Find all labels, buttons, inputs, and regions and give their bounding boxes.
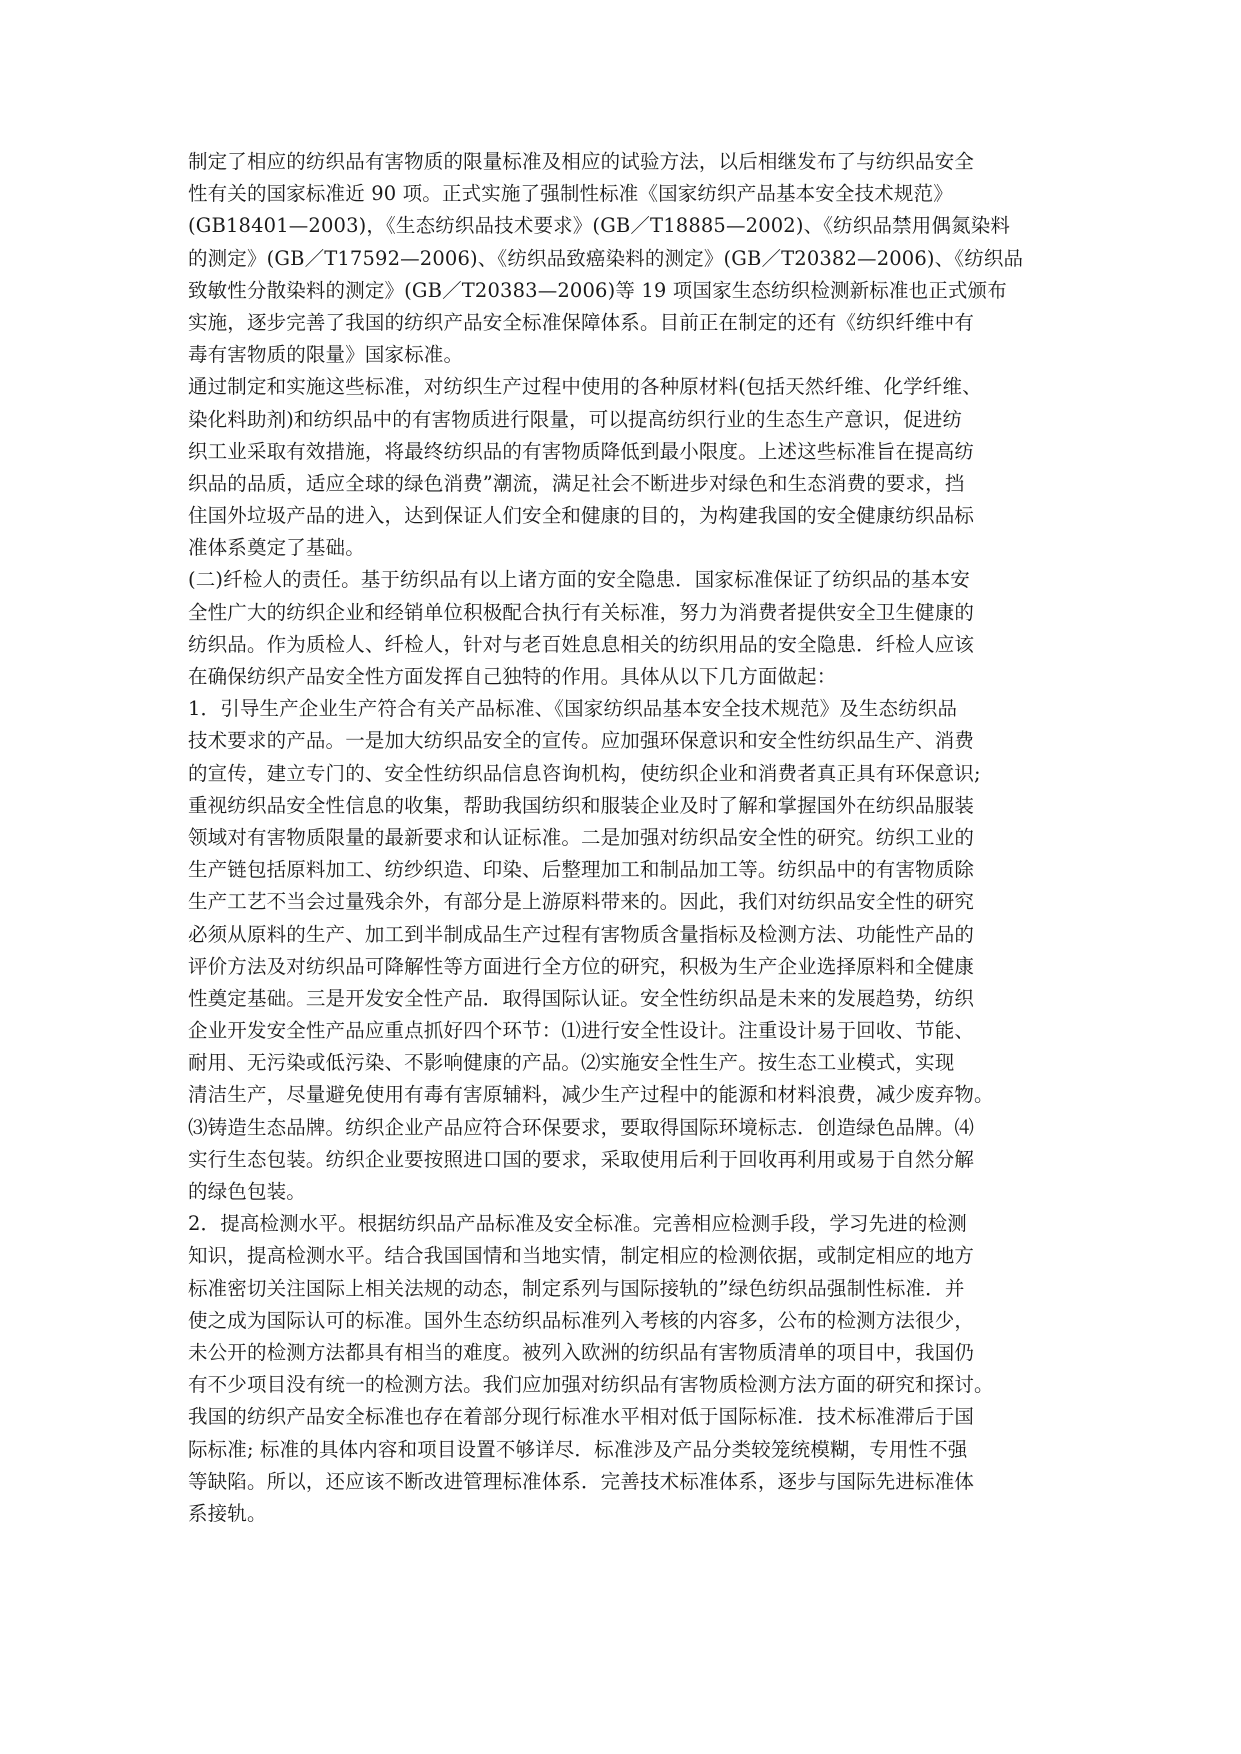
text-line: (二)纤检人的责任。基于纺织品有以上诸方面的安全隐患．国家标准保证了纺织品的基本安	[188, 568, 970, 592]
text-line: 重视纺织品安全性信息的收集，帮助我国纺织和服装企业及时了解和掌握国外在纺织品服装	[188, 793, 975, 817]
text-line: 清洁生产，尽量避免使用有毒有害原辅料，减少生产过程中的能源和材料浪费，减少废弃物。	[188, 1083, 994, 1107]
text-line: 评价方法及对纺织品可降解性等方面进行全方位的研究，积极为生产企业选择原料和全健康	[188, 954, 975, 978]
text-line: 全性广大的纺织企业和经销单位积极配合执行有关标准，努力为消费者提供安全卫生健康的	[188, 600, 975, 624]
text-line: 系接轨。	[188, 1501, 267, 1525]
text-line: 标准密切关注国际上相关法规的动态，制定系列与国际接轨的”绿色纺织品强制性标准．并	[188, 1276, 965, 1300]
text-line: 2．提高检测水平。根据纺织品产品标准及安全标准。完善相应检测手段，学习先进的检测	[188, 1212, 967, 1236]
text-line: 等缺陷。所以，还应该不断改进管理标准体系．完善技术标准体系，逐步与国际先进标准体	[188, 1469, 975, 1493]
text-line: 我国的纺织产品安全标准也存在着部分现行标准水平相对低于国际标准．技术标准滞后于国	[188, 1405, 975, 1429]
text-line: 致敏性分散染料的测定》(GB／T20383—2006)等 19 项国家生态纺织检测新标准也正式颁布	[188, 278, 1007, 302]
text-line: 生产链包括原料加工、纺纱织造、印染、后整理加工和制品加工等。纺织品中的有害物质除	[188, 858, 975, 882]
text-line: 性有关的国家标准近 90 项。正式实施了强制性标准《国家纺织产品基本安全技术规范》	[188, 182, 953, 206]
text-line: 企业开发安全性产品应重点抓好四个环节：⑴进行安全性设计。注重设计易于回收、节能、	[188, 1019, 975, 1043]
text-line: 织品的品质，适应全球的绿色消费”潮流，满足社会不断进步对绿色和生态消费的要求，挡	[188, 471, 965, 495]
document-body	[188, 146, 1068, 1530]
text-line: 实施，逐步完善了我国的纺织产品安全标准保障体系。目前正在制定的还有《纺织纤维中有	[188, 310, 975, 334]
text-line: 未公开的检测方法都具有相当的难度。被列入欧洲的纺织品有害物质清单的项目中，我国仍	[188, 1340, 975, 1364]
text-line: 的宣传，建立专门的、安全性纺织品信息咨询机构，使纺织企业和消费者真正具有环保意识;	[188, 761, 981, 785]
text-line: 纺织品。作为质检人、纤检人，针对与老百姓息息相关的纺织用品的安全隐患．纤检人应该	[188, 632, 975, 656]
text-line: 住国外垃圾产品的进入，达到保证人们安全和健康的目的，为构建我国的安全健康纺织品标	[188, 504, 975, 528]
text-line: 实行生态包装。纺织企业要按照进口国的要求，采取使用后利于回收再利用或易于自然分解	[188, 1147, 975, 1171]
text-line: 知识，提高检测水平。结合我国国情和当地实情，制定相应的检测依据，或制定相应的地方	[188, 1244, 975, 1268]
text-line: 使之成为国际认可的标准。国外生态纺织品标准列入考核的内容多，公布的检测方法很少，	[188, 1308, 975, 1332]
text-line: 的测定》(GB／T17592—2006)、《纺织品致癌染料的测定》(GB／T20382—2006)、《纺织品	[188, 246, 1024, 270]
text-line: 染化料助剂)和纺织品中的有害物质进行限量，可以提高纺织行业的生态生产意识，促进纺	[188, 407, 963, 431]
text-line: 际标准; 标准的具体内容和项目设置不够详尽．标准涉及产品分类较笼统模糊，专用性不强	[188, 1437, 968, 1461]
text-line: 的绿色包装。	[188, 1180, 306, 1203]
text-line: 必须从原料的生产、加工到半制成品生产过程有害物质含量指标及检测方法、功能性产品的	[188, 922, 975, 946]
text-line: 制定了相应的纺织品有害物质的限量标准及相应的试验方法，以后相继发布了与纺织品安全	[188, 150, 975, 173]
text-line: 在确保纺织产品安全性方面发挥自己独特的作用。具体从以下几方面做起：	[188, 665, 837, 688]
text-line: 耐用、无污染或低污染、不影响健康的产品。⑵实施安全性生产。按生态工业模式，实现	[188, 1051, 955, 1075]
text-line: 技术要求的产品。一是加大纺织品安全的宣传。应加强环保意识和安全性纺织品生产、消费	[188, 729, 975, 753]
text-line: 通过制定和实施这些标准，对纺织生产过程中使用的各种原材料(包括天然纤维、化学纤维、	[188, 375, 982, 399]
text-line: (GB18401—2003)，《生态纺织品技术要求》(GB／T18885—2002)、《纺织品禁用偶氮染料	[188, 214, 1011, 238]
text-line: 性奠定基础。三是开发安全性产品．取得国际认证。安全性纺织品是未来的发展趋势，纺织	[188, 986, 975, 1010]
text-line: ⑶铸造生态品牌。纺织企业产品应符合环保要求，要取得国际环境标志．创造绿色品牌。⑷	[188, 1115, 975, 1139]
text-line: 织工业采取有效措施，将最终纺织品的有害物质降低到最小限度。上述这些标准旨在提高纺	[188, 439, 975, 463]
text-line: 有不少项目没有统一的检测方法。我们应加强对纺织品有害物质检测方法方面的研究和探讨。	[188, 1373, 994, 1397]
text-line: 毒有害物质的限量》国家标准。	[188, 343, 464, 367]
text-line: 生产工艺不当会过量残余外，有部分是上游原料带来的。因此，我们对纺织品安全性的研究	[188, 890, 975, 914]
text-line: 1．引导生产企业生产符合有关产品标准、《国家纺织品基本安全技术规范》及生态纺织品	[188, 697, 958, 721]
text-line: 领域对有害物质限量的最新要求和认证标准。二是加强对纺织品安全性的研究。纺织工业的	[188, 825, 975, 849]
text-line: 准体系奠定了基础。	[188, 536, 365, 560]
